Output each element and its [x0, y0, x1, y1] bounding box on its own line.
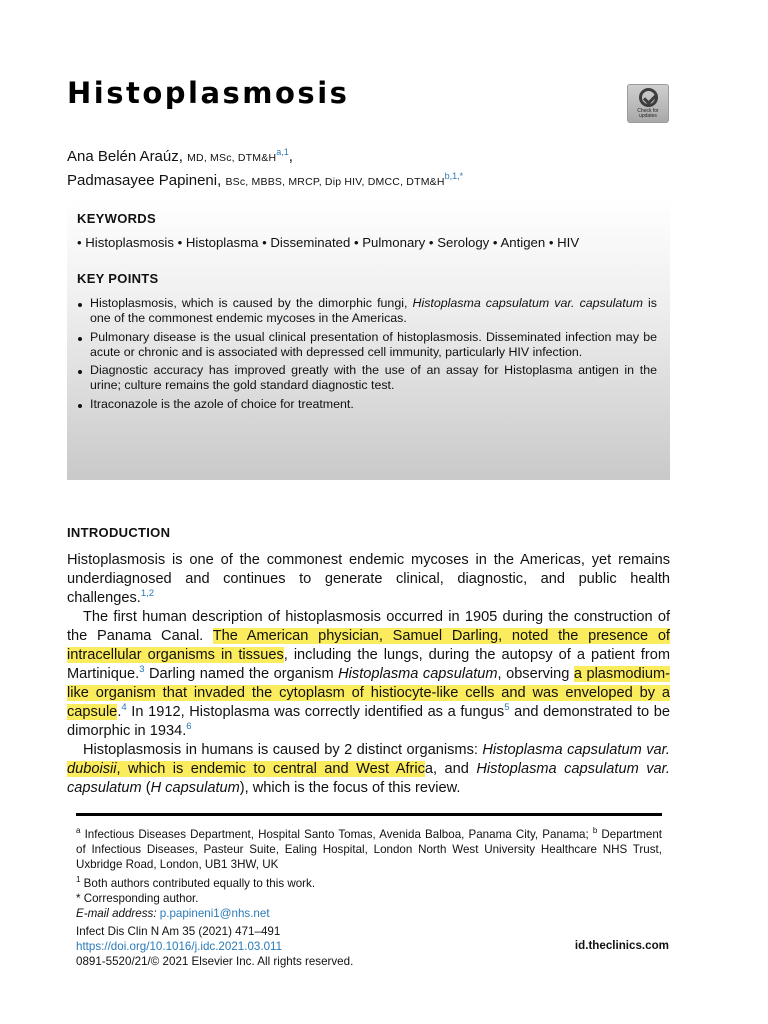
key-point-item: Itraconazole is the azole of choice for treatment. — [77, 397, 657, 412]
key-point-item: Histoplasmosis, which is caused by the dimorphic fungi, Histoplasma capsulatum var. capsulatum is one of the commonest endemic mycoses in the Americas. — [77, 296, 657, 327]
key-points-list — [77, 296, 657, 412]
reference-link[interactable]: 6 — [186, 721, 192, 733]
article-title: Histoplasmosis — [67, 76, 350, 110]
corresponding-author-note: * Corresponding author. — [76, 891, 199, 905]
reference-link[interactable]: 1,2 — [140, 588, 155, 600]
highlighted-text: a plasmodium-like organism that invaded the cytoplasm of histiocyte-like cells and was enveloped by a capsule — [67, 666, 670, 720]
keywords-keypoints-box — [67, 199, 670, 480]
author-affiliation-ref[interactable]: b,1,* — [444, 171, 464, 181]
introduction-body — [67, 551, 670, 798]
check-updates-icon — [639, 88, 658, 107]
key-point-item: Diagnostic accuracy has improved greatly with the use of an assay for Histoplasma antigen in the urine; culture remains the gold standard diagnostic test. — [77, 363, 657, 394]
affiliations: $^a$ Infectious Diseases Department, Hospital Santo Tomas, Avenida Balboa, Panama City, Panama; $^b$ Department of Infectious Diseases, Pasteur Suite, Ealing Hospital, London North West University Healthcare NHS Trust, Uxbridge Road, London, UB1 3HW, UK — [76, 826, 662, 871]
email-line — [76, 906, 662, 921]
reference-link[interactable]: 5 — [504, 702, 510, 714]
site-url[interactable]: id.theclinics.com — [574, 939, 669, 952]
keywords-list: • Histoplasmosis • Histoplasma • Disseminated • Pulmonary • Serology • Antigen • HIV — [77, 235, 580, 250]
author-degrees: BSc, MBBS, MRCP, Dip HIV, DMCC, DTM&H — [225, 176, 445, 188]
highlighted-text: duboisii, which is endemic to central and West Afric — [67, 761, 425, 777]
copyright-line: 0891-5520/21/© 2021 Elsevier Inc. All rights reserved. — [76, 955, 354, 968]
intro-paragraph-2: The first human description of histoplasmosis occurred in 1905 during the construction of the Panama Canal. The American physician, Samuel Darling, noted the presence of intracellular organisms in tissues, including the lungs, during the autopsy of a patient from Martinique.$^3$ Darling named the organism Histoplasma capsulatum, observing a plasmodium-like organism that invaded the cytoplasm of histiocyte-like cells and was enveloped by a capsule.$^4$ In 1912, Histoplasma was correctly identified as a fungus$^5$ and demonstrated to be dimorphic in 1934.$^6$ — [67, 609, 670, 739]
author-2 — [67, 167, 463, 191]
key-point-item: Pulmonary disease is the usual clinical presentation of histoplasmosis. Disseminated infection may be acute or chronic and is associated with depressed cell immunity, particularly HIV infection. — [77, 330, 657, 361]
footnotes — [76, 823, 662, 921]
keywords-heading: KEYWORDS — [77, 211, 156, 226]
author-degrees: MD, MSc, DTM&H — [187, 152, 277, 164]
equal-contribution-note: $^1$ Both authors contributed equally to this work. — [76, 874, 316, 890]
citation-block — [76, 924, 353, 969]
email-link[interactable]: p.papineni1@nhs.net — [159, 906, 270, 920]
intro-paragraph-1: Histoplasmosis is one of the commonest endemic mycoses in the Americas, yet remains underdiagnosed and continues to generate clinical, diagnostic, and public health challenges.$^{1,2}$ — [67, 552, 670, 606]
key-points-heading: KEY POINTS — [77, 271, 159, 286]
reference-link[interactable]: 4 — [121, 702, 127, 714]
email-label: E-mail address: — [76, 906, 157, 920]
reference-link[interactable]: 3 — [139, 664, 145, 676]
check-updates-label: Check for updates — [637, 108, 659, 119]
author-name: Padmasayee Papineni, — [67, 172, 222, 189]
footnote-divider — [76, 813, 662, 816]
doi-link[interactable]: https://doi.org/10.1016/j.idc.2021.03.011 — [76, 940, 283, 953]
intro-paragraph-3: Histoplasmosis in humans is caused by 2 distinct organisms: Histoplasma capsulatum var. duboisii, which is endemic to central and West Africa, and Histoplasma capsulatum var. capsulatum (H capsulatum), which is the focus of this review. — [67, 742, 670, 796]
highlighted-text: The American physician, Samuel Darling, noted the presence of intracellular organisms in tissues — [67, 628, 670, 663]
check-for-updates-badge[interactable] — [627, 84, 669, 123]
author-1: Ana Belén Araúz, MD, MSc, $DTM\&H^{a,1}$, — [67, 147, 293, 165]
author-name: Ana Belén Araúz, — [67, 148, 183, 165]
author-affiliation-ref[interactable]: a,1 — [276, 147, 289, 157]
journal-reference: Infect Dis Clin N Am 35 (2021) 471–491 — [76, 925, 281, 938]
author-list — [67, 143, 463, 191]
introduction-heading: INTRODUCTION — [67, 525, 171, 540]
